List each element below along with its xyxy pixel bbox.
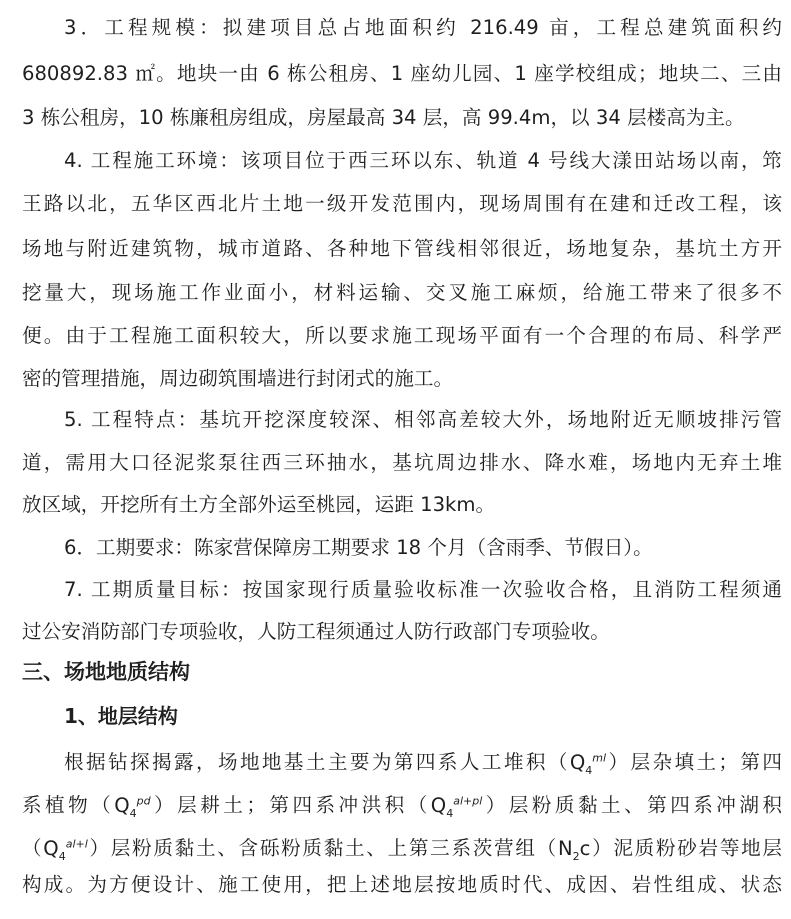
paragraph-line: 6．工期要求：陈家营保障房工期要求 18 个月（含雨季、节假日）。 xyxy=(64,536,653,559)
text-run: 根据钻探揭露，场地地基土主要为第四系人工堆积（ xyxy=(64,750,570,774)
geo-symbol: $Q_4^{pd}$ xyxy=(114,793,151,820)
paragraph-line xyxy=(22,832,782,868)
geo-symbol: $Q_4^{al+l}$ xyxy=(43,836,88,863)
paragraph-line: 过公安消防部门专项验收，人防工程须通过人防行政部门专项验收。 xyxy=(22,620,610,643)
text-run: （ xyxy=(22,836,44,860)
paragraph-line: 便。由于工程施工面积较大，所以要求施工现场平面有一个合理的布局、科学严 xyxy=(22,324,782,347)
paragraph-line: 道，需用大口径泥浆泵往西三环抽水，基坑周边排水、降水难，场地内无弃土堆 xyxy=(22,451,782,474)
paragraph-line xyxy=(22,789,782,825)
paragraph-line: 密的管理措施，周边砌筑围墙进行封闭式的施工。 xyxy=(22,367,454,390)
text-run: ）层杂填土；第四 xyxy=(606,750,783,774)
paragraph-line: 王路以北，五华区西北片土地一级开发范围内，现场周围有在建和迁改工程，该 xyxy=(22,192,782,215)
text-run: ）层粉质黏土、含砾粉质黏土、上第三系茨营组（ xyxy=(87,836,558,860)
paragraph-line: 680892.83 ㎡。地块一由 6 栋公租房、1 座幼儿园、1 座学校组成；地块二、三由 xyxy=(22,62,782,85)
paragraph-line: 4. 工程施工环境：该项目位于西三环以东、轨道 4 号线大漾田站场以南，筇 xyxy=(64,149,782,172)
paragraph-line: 构成。为方便设计、施工使用，把上述地层按地质时代、成因、岩性组成、状态 xyxy=(22,873,782,896)
paragraph-line: 3 栋公租房，10 栋廉租房组成，房屋最高 34 层，高 99.4m，以 34 层楼高为主。 xyxy=(22,106,745,129)
text-run: ）层耕土；第四系冲洪积（ xyxy=(150,793,431,817)
paragraph-line xyxy=(64,746,782,782)
geo-symbol: $Q_4^{al+pl}$ xyxy=(430,793,483,820)
text-run: ）层粉质黏土、第四系冲湖积 xyxy=(482,793,783,817)
subsection-heading: 1、地层结构 xyxy=(64,704,178,728)
paragraph-line: 5. 工程特点：基坑开挖深度较深、相邻高差较大外，场地附近无顺坡排污管 xyxy=(64,408,782,431)
paragraph-line: 挖量大，现场施工作业面小，材料运输、交叉施工麻烦，给施工带来了很多不 xyxy=(22,281,782,304)
paragraph-line: 场地与附近建筑物，城市道路、各种地下管线相邻很近，场地复杂，基坑土方开 xyxy=(22,237,782,260)
section-heading: 三、场地地质结构 xyxy=(22,660,190,684)
paragraph-line: 放区域，开挖所有土方全部外运至桃园，运距 13km。 xyxy=(22,493,496,516)
text-run: ）泥质粉砂岩等地层 xyxy=(590,836,783,860)
geo-symbol: $Q_4^{ml}$ xyxy=(569,750,607,777)
geo-symbol: $N_2c$ xyxy=(557,836,591,863)
paragraph-line: 3．工程规模：拟建项目总占地面积约 216.49 亩，工程总建筑面积约 xyxy=(64,16,782,39)
text-run: 系植物（ xyxy=(22,793,115,817)
paragraph-line: 7. 工期质量目标：按国家现行质量验收标准一次验收合格，且消防工程须通 xyxy=(64,578,782,601)
